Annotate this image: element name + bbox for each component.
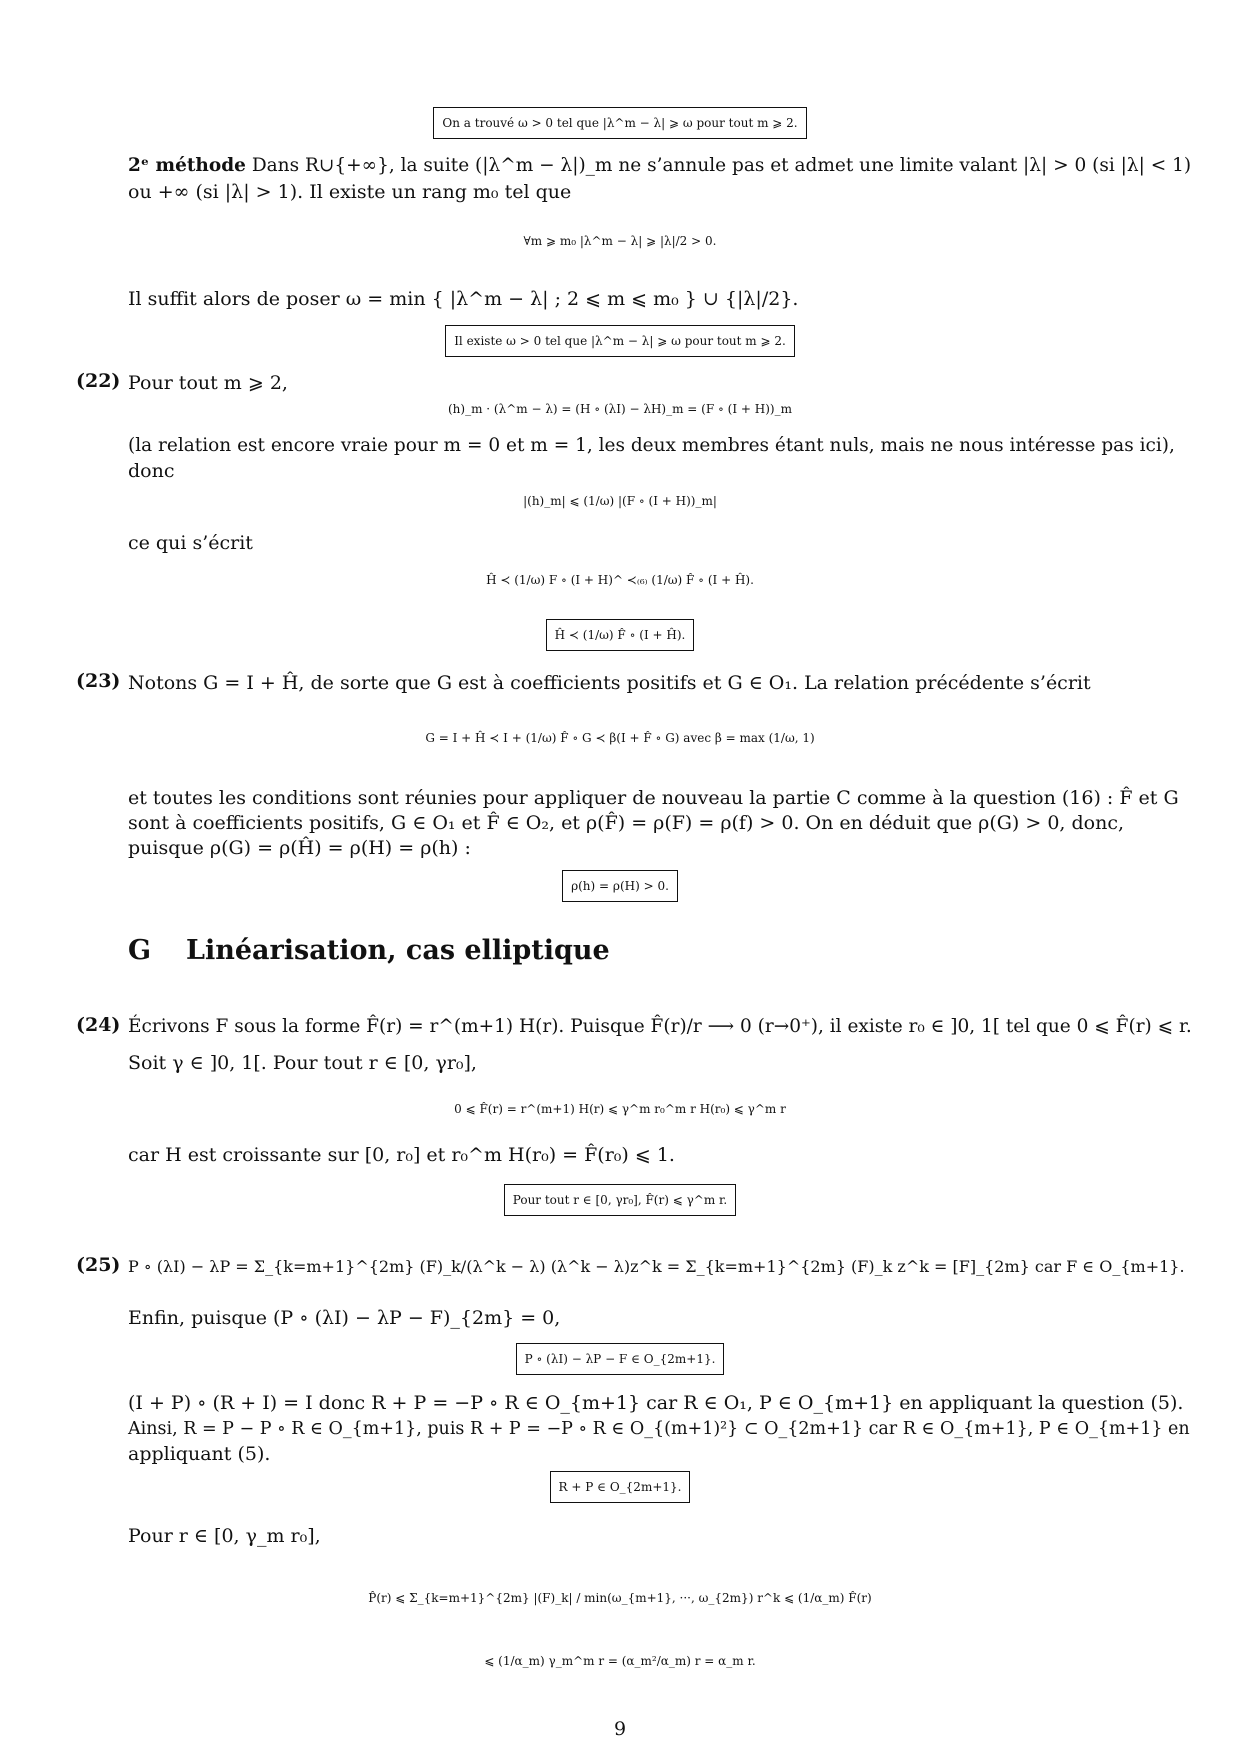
boxed-result-3: Ĥ ≺ (1/ω) F̂ ∘ (I + Ĥ). (546, 619, 695, 651)
method2-line2: ou +∞ (si |λ| > 1). Il existe un rang m₀ tel que (128, 181, 572, 203)
q22-equation: (h)_m · (λ^m − λ) = (H ∘ (λI) − λH)_m = (F ∘ (I + H))_m (448, 402, 792, 416)
method2-heading: 2ᵉ méthode (128, 155, 246, 176)
boxed-result-6: P ∘ (λI) − λP − F ∈ O_{2m+1}. (516, 1343, 725, 1375)
q25-line4: appliquant (5). (128, 1443, 271, 1465)
boxed-result-7: R + P ∈ O_{2m+1}. (550, 1471, 691, 1503)
q25-line1: Enfin, puisque (P ∘ (λI) − λP − F)_{2m} = 0, (128, 1307, 561, 1329)
q22-line2: (la relation est encore vraie pour m = 0 et m = 1, les deux membres étant nuls, mais ne nous intéresse pas ici), (128, 435, 1175, 456)
boxed-result-4: ρ(h) = ρ(H) > 0. (562, 870, 678, 902)
q25-line5: Pour r ∈ [0, γ_m r₀], (128, 1525, 321, 1547)
q25-equation: P ∘ (λI) − λP = Σ_{k=m+1}^{2m} (F)_k/(λ^k − λ) (λ^k − λ)z^k = Σ_{k=m+1}^{2m} (F)_k z^k = [F]_{2m} car F ∈ O_{m+1}. (128, 1257, 1185, 1276)
equation-limit: ∀m ⩾ m₀ |λ^m − λ| ⩾ |λ|/2 > 0. (523, 234, 717, 248)
q25-bound-2: ⩽ (1/α_m) γ_m^m r = (α_m²/α_m) r = α_m r. (484, 1654, 756, 1668)
question-24-number: (24) (76, 1014, 121, 1036)
q24-line3: car H est croissante sur [0, r₀] et r₀^m H(r₀) = F̂(r₀) ⩽ 1. (128, 1144, 675, 1166)
q25-line3: Ainsi, R = P − P ∘ R ∈ O_{m+1}, puis R + P = −P ∘ R ∈ O_{(m+1)²} ⊂ O_{2m+1} car R ∈ O_{m+1}, P ∈ O_{m+1} en (128, 1419, 1190, 1439)
boxed-result-5: Pour tout r ∈ [0, γr₀], F̂(r) ⩽ γ^m r. (504, 1184, 737, 1216)
page-number: 9 (613, 1718, 627, 1740)
q23-line1: Notons G = I + Ĥ, de sorte que G est à coefficients positifs et G ∈ O₁. La relation précédente s’écrit (128, 672, 1091, 694)
q25-bound: P̂(r) ⩽ Σ_{k=m+1}^{2m} |(F)_k| / min(ω_{m+1}, ···, ω_{2m}) r^k ⩽ (1/α_m) F̂(r) (368, 1591, 872, 1605)
q23-equation: G = I + Ĥ ≺ I + (1/ω) F̂ ∘ G ≺ β(I + F̂ ∘ G) avec β = max (1/ω, 1) (425, 731, 815, 745)
section-title: Linéarisation, cas elliptique (186, 935, 610, 966)
q22-inequality: |(h)_m| ⩽ (1/ω) |(F ∘ (I + H))_m| (523, 494, 717, 508)
question-22-number: (22) (76, 370, 121, 392)
section-heading (128, 935, 610, 966)
q23-line4: puisque ρ(G) = ρ(Ĥ) = ρ(H) = ρ(h) : (128, 837, 471, 859)
question-25-number: (25) (76, 1254, 121, 1276)
q22-line1: Pour tout m ⩾ 2, (128, 372, 288, 394)
question-23-number: (23) (76, 670, 121, 692)
method2-text: Dans R∪{+∞}, la suite (|λ^m − λ|)_m ne s’annule pas et admet une limite valant |λ| > 0 (si |λ| < 1) (251, 155, 1192, 176)
method2-line1 (128, 153, 1191, 179)
suffit-line: Il suffit alors de poser ω = min { |λ^m − λ| ; 2 ⩽ m ⩽ m₀ } ∪ {|λ|/2}. (128, 288, 799, 310)
section-number: G (128, 935, 152, 966)
q24-line2: Soit γ ∈ ]0, 1[. Pour tout r ∈ [0, γr₀], (128, 1052, 477, 1074)
q22-line4: ce qui s’écrit (128, 532, 253, 554)
q24-line1: Écrivons F sous la forme F̂(r) = r^(m+1) H(r). Puisque F̂(r)/r ⟶ 0 (r→0⁺), il existe r₀ ∈ ]0, 1[ tel que 0 ⩽ F̂(r) ⩽ r. (128, 1016, 1192, 1037)
q22-domination: Ĥ ≺ (1/ω) F ∘ (I + H)^ ≺₍₆₎ (1/ω) F̂ ∘ (I + Ĥ). (486, 573, 754, 587)
q23-line3: sont à coefficients positifs, G ∈ O₁ et F̂ ∈ O₂, et ρ(F̂) = ρ(F) = ρ(f) > 0. On en déduit que ρ(G) > 0, donc, (128, 812, 1125, 834)
q24-equation: 0 ⩽ F̂(r) = r^(m+1) H(r) ⩽ γ^m r₀^m r H(r₀) ⩽ γ^m r (454, 1102, 786, 1116)
boxed-result-2: Il existe ω > 0 tel que |λ^m − λ| ⩾ ω pour tout m ⩾ 2. (445, 325, 795, 357)
q25-line2: (I + P) ∘ (R + I) = I donc R + P = −P ∘ R ∈ O_{m+1} car R ∈ O₁, P ∈ O_{m+1} en appliquant la question (5). (128, 1392, 1184, 1414)
q22-line3: donc (128, 460, 175, 482)
q23-line2: et toutes les conditions sont réunies pour appliquer de nouveau la partie C comme à la question (16) : F̂ et G (128, 787, 1179, 809)
boxed-result-1: On a trouvé ω > 0 tel que |λ^m − λ| ⩾ ω pour tout m ⩾ 2. (433, 107, 806, 139)
